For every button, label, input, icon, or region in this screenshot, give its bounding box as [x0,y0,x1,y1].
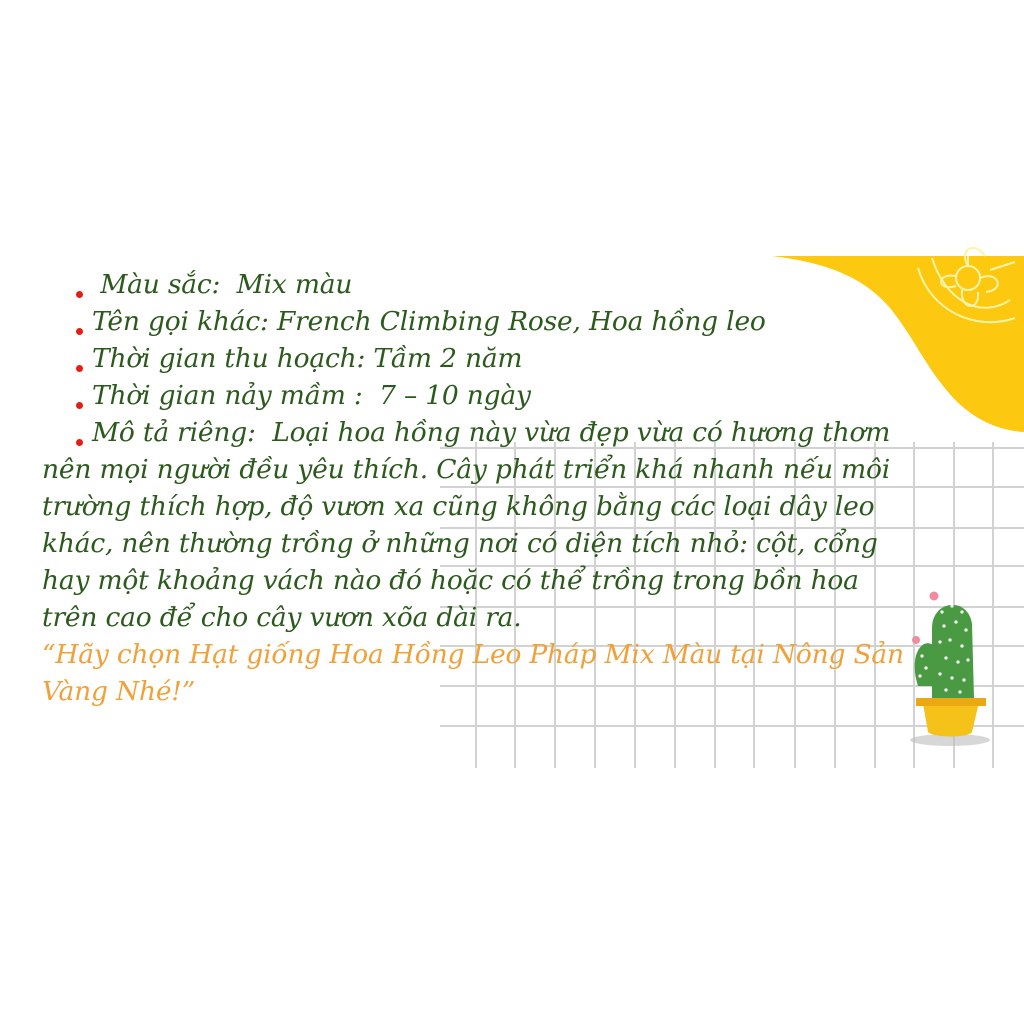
quote-line: “Hãy chọn Hạt giống Hoa Hồng Leo Pháp Mix Màu tại Nông Sản [42,639,904,670]
description-line: khác, nên thường trồng ở những nơi có diện tích nhỏ: cột, cổng [42,528,878,559]
list-item-other-names [42,303,902,340]
description-line: nên mọi người đều yêu thích. Cây phát triển khá nhanh nếu môi [42,454,891,485]
other-names-text: Tên gọi khác: French Climbing Rose, Hoa hồng leo [92,306,766,337]
promo-quote [42,636,902,710]
color-text: Màu sắc: Mix màu [92,269,353,300]
list-item-color [42,266,902,303]
bullet-dot-icon [76,328,83,335]
list-item-germination-time [42,377,902,414]
description-line: hay một khoảng vách nào đó hoặc có thể trồng trong bồn hoa [42,565,859,596]
bullet-dot-icon [76,402,83,409]
bullet-dot-icon [76,439,83,446]
description-line: Mô tả riêng: Loại hoa hồng này vừa đẹp vừa có hương thơm [92,417,891,448]
product-details-text [42,266,902,710]
bullet-dot-icon [76,365,83,372]
harvest-time-text: Thời gian thu hoạch: Tầm 2 năm [92,343,523,374]
list-item-description [42,414,902,451]
description-line: trường thích hợp, độ vươn xa cũng không bằng các loại dây leo [42,491,875,522]
list-item-harvest-time [42,340,902,377]
quote-line: Vàng Nhé!” [42,676,196,707]
germination-time-text: Thời gian nảy mầm : 7 – 10 ngày [92,380,531,411]
potted-cactus-icon [910,592,990,747]
description-line: trên cao để cho cây vươn xõa dài ra. [42,602,522,633]
bullet-dot-icon [76,291,83,298]
